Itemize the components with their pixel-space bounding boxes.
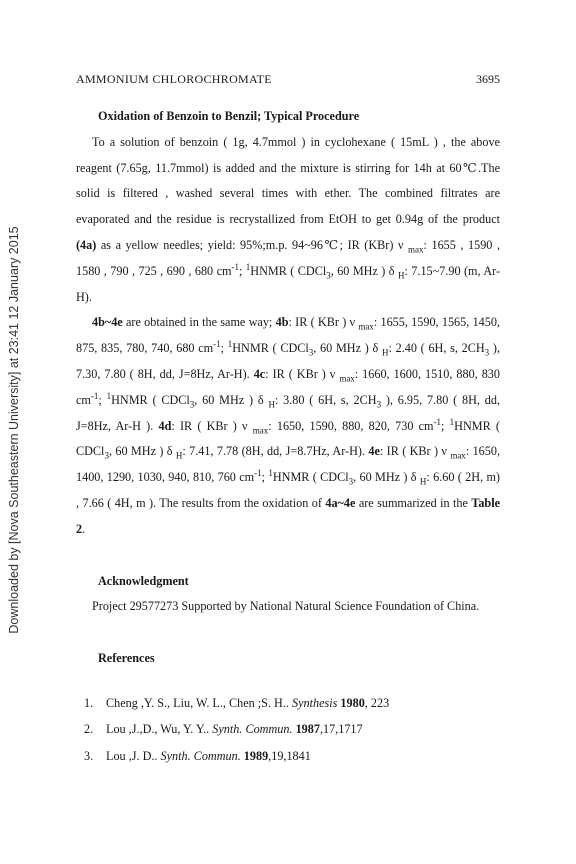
acknowledgment-heading: Acknowledgment: [98, 573, 189, 588]
reference-item: 3. Lou ,J. D.. Synth. Commun. 1989,19,1841: [84, 748, 311, 763]
characterization-paragraph: 4b~4e are obtained in the same way; 4b: IR ( KBr ) ν $_{max}$: 1655, 1590, 1565, 1450, 875, 835, 780, 740, 680 $cm^{-1}$; $^1$HNMR ( CDCl$_3$, 60 MHz ) δ $_H$: 2.40 ( 6H, s, $2CH_3$ ), 7.30, 7.80 ( 8H, dd, J=8Hz, Ar-H). 4c: IR ( KBr ) ν $_{max}$: 1660, 1600, 1510, 880, 830 $cm^{-1}$; $^1$HNMR ( CDCl$_3$, 60 MHz ) δ $_H$: 3.80 ( 6H, s, $2CH_3$ ), 6.95, 7.80 ( 8H, dd, J=8Hz, Ar-H ). 4d: IR ( KBr ) ν $_{max}$: 1650, 1590, 880, 820, 730 $cm^{-1}$; $^1$HNMR ( CDCl$_3$, 60 MHz ) δ $_H$: 7.41, 7.78 (8H, dd, J=8.7Hz, Ar-H). 4e: IR ( KBr ) ν $_{max}$: 1650, 1400, 1290, 1030, 940, 810, 760 $cm^{-1}$; $^1$HNMR ( CDCl$_3$, 60 MHz ) δ $_H$: 6.60 ( 2H, m) , 7.66 ( 4H, m ). The results from the oxidation of 4a~4e are summarized in the Table 2.: [76, 315, 501, 536]
table-reference: Table 2: [76, 495, 501, 536]
procedure-heading: Oxidation of Benzoin to Benzil; Typical Procedure: [98, 109, 360, 123]
compound-label: (4a): [76, 237, 97, 252]
procedure-paragraph: To a solution of benzoin ( 1g, 4.7mmol ) in cyclohexane ( 15mL ) , the above reagent (7.65g, 11.7mmol) is added and the mixture is stirring for 14h at 60℃.The solid is filtered , washed several times with ether. The combined filtrates are evaporated and the residue is recrystallized from EtOH to get 0.94g of the product (4a) as a yellow needles; yield: 95%;m.p. 94~96℃; IR (KBr) ν $_{max}$: 1655 , 1590 , 1580 , 790 , 725 , 690 , 680 $cm^{-1}$; $^1$HNMR ( CDCl$_3$, 60 MHz ) δ $_H$: 7.15~7.90 (m, Ar-H).: [76, 134, 501, 304]
reference-item: 1. Cheng ,Y. S., Liu, W. L., Chen ;S. H.. Synthesis 1980, 223: [84, 695, 390, 710]
page-body: [76, 104, 500, 769]
download-watermark-text: Downloaded by [Nova Southeastern University] at 23:41 12 January 2015: [7, 226, 21, 634]
references-list: [84, 690, 500, 770]
download-watermark: [0, 0, 28, 864]
page-number: 3695: [476, 72, 500, 86]
running-title: AMMONIUM CHLOROCHROMATE: [76, 72, 272, 86]
acknowledgment-text: Project 29577273 Supported by National Natural Science Foundation of China.: [92, 599, 480, 614]
references-heading: References: [98, 651, 155, 666]
running-header: [76, 72, 500, 87]
reference-item: 2. Lou ,J.,D., Wu, Y. Y.. Synth. Commun. 1987,17,1717: [84, 722, 363, 737]
